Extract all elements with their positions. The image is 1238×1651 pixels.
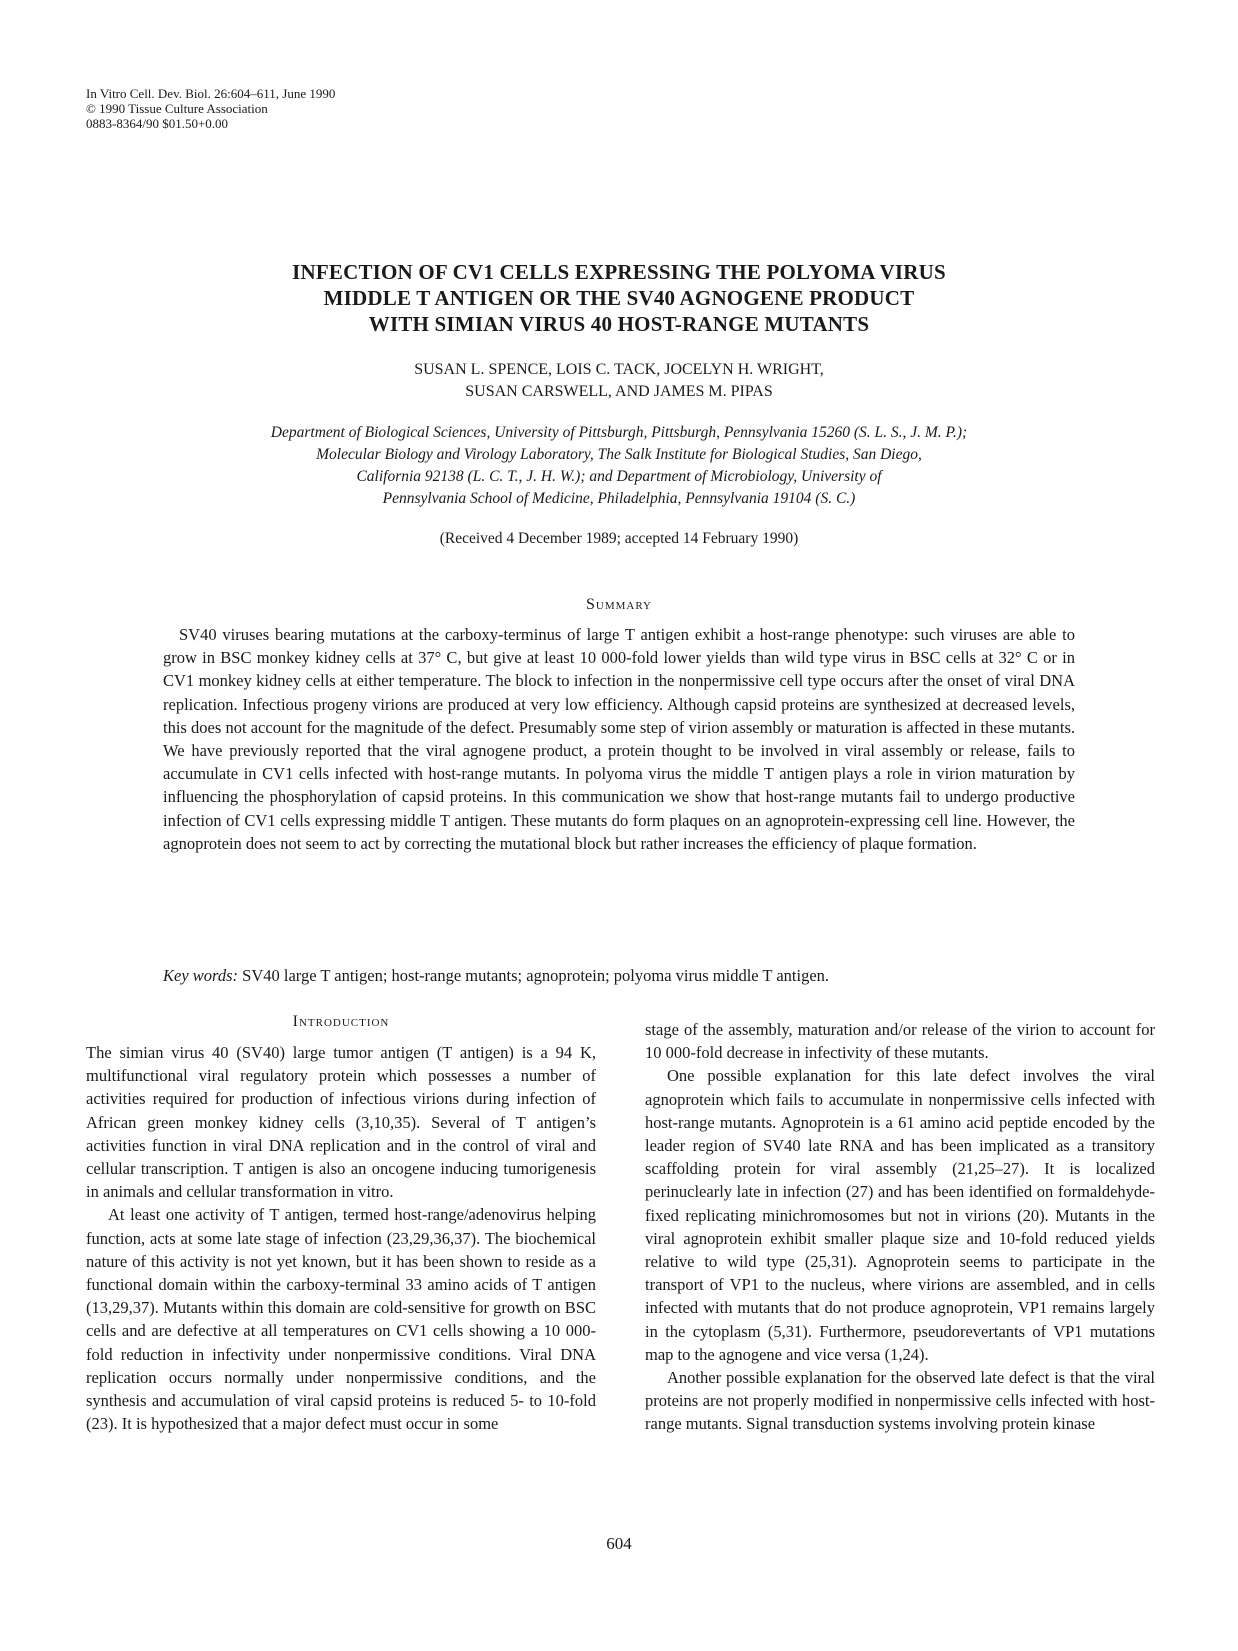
keywords-label: Key words: — [163, 966, 239, 985]
right-column — [645, 1018, 1155, 1436]
article-title — [150, 259, 1088, 337]
page-number: 604 — [606, 1534, 632, 1553]
intro-paragraph: stage of the assembly, maturation and/or release of the virion to account for 10 000-fold decrease in infectivity of these mutants. — [645, 1020, 1155, 1063]
affiliation-line: Department of Biological Sciences, University of Pittsburgh, Pittsburgh, Pennsylvania 15260 (S. L. S., J. M. P.); — [270, 424, 968, 441]
received-dates: (Received 4 December 1989; accepted 14 February 1990) — [439, 530, 799, 547]
left-column — [86, 1041, 596, 1435]
journal-header — [86, 86, 335, 131]
introduction-heading: Introduction — [292, 1013, 390, 1030]
title-line: INFECTION OF CV1 CELLS EXPRESSING THE POLYOMA VIRUS — [292, 260, 946, 284]
author-list — [150, 359, 1088, 403]
intro-paragraph: Another possible explanation for the observed late defect is that the viral proteins are not properly modified in nonpermissive cells infected with host-range mutants. Signal transduction systems involving protein kinase — [645, 1368, 1155, 1434]
keywords — [163, 965, 1075, 987]
intro-paragraph: One possible explanation for this late defect involves the viral agnoprotein which fails to accumulate in nonpermissive cells infected with host-range mutants. Agnoprotein is a 61 amino acid peptide encoded by the leader region of SV40 late RNA and has been implicated as a transitory scaffolding protein for viral assembly (21,25–27). It is localized perinuclearly late in infection (27) and has been identified on formaldehyde-fixed replicating minichromosomes but not in virions (20). Mutants in the viral agnoprotein exhibit smaller plaque size and 10-fold reduced yields relative to wild type (25,31). Agnoprotein seems to participate in the transport of VP1 to the nucleus, where virions are assembled, and in cells infected with mutants that do not produce agnoprotein, VP1 remains largely in the cytoplasm (5,31). Furthermore, pseudorevertants of VP1 mutations map to the agnogene and vice versa (1,24). — [645, 1066, 1155, 1364]
intro-paragraph: The simian virus 40 (SV40) large tumor antigen (T antigen) is a 94 K, multifunctional viral regulatory protein which possesses a number of activities required for production of infectious virions during infection of African green monkey kidney cells (3,10,35). Several of T antigen’s activities function in viral DNA replication and in the control of viral and cellular transcription. T antigen is also an oncogene inducing tumorigenesis in animals and cellular transformation in vitro. — [86, 1043, 596, 1202]
journal-code: 0883-8364/90 $01.50+0.00 — [86, 116, 229, 131]
affiliation-line: Molecular Biology and Virology Laboratory, The Salk Institute for Biological Studies, San Diego, — [316, 446, 922, 463]
keywords-text: SV40 large T antigen; host-range mutants; agnoprotein; polyoma virus middle T antigen. — [238, 966, 830, 985]
journal-copyright: © 1990 Tissue Culture Association — [86, 101, 268, 116]
author-line: SUSAN CARSWELL, AND JAMES M. PIPAS — [465, 383, 773, 400]
summary-abstract — [163, 623, 1075, 855]
intro-paragraph: At least one activity of T antigen, termed host-range/adenovirus helping function, acts at some late stage of infection (23,29,36,37). The biochemical nature of this activity is not yet known, but it has been shown to reside as a functional domain within the carboxy-terminal 33 amino acids of T antigen (13,29,37). Mutants within this domain are cold-sensitive for growth on BSC cells and are defective at all temperatures on CV1 cells showing a 10 000-fold reduction in infectivity under nonpermissive conditions. Viral DNA replication occurs normally under nonpermissive conditions, and the synthesis and accumulation of viral capsid proteins is reduced 5- to 10-fold (23). It is hypothesized that a major defect must occur in some — [86, 1205, 596, 1434]
affiliation-line: Pennsylvania School of Medicine, Philadelphia, Pennsylvania 19104 (S. C.) — [382, 490, 856, 507]
summary-text: SV40 viruses bearing mutations at the carboxy-terminus of large T antigen exhibit a host-range phenotype: such viruses are able to grow in BSC monkey kidney cells at 37° C, but give at least 10 000-fold lower yields than wild type virus in BSC cells at 32° C or in CV1 monkey kidney cells at either temperature. The block to infection in the nonpermissive cell type occurs after the onset of viral DNA replication. Infectious progeny virions are produced at very low efficiency. Although capsid proteins are synthesized at decreased levels, this does not account for the magnitude of the defect. Presumably some step of virion assembly or maturation is affected in these mutants. We have previously reported that the viral agnogene product, a protein thought to be involved in viral assembly or release, fails to accumulate in CV1 cells infected with host-range mutants. In polyoma virus the middle T antigen plays a role in virion maturation by influencing the phosphorylation of capsid proteins. In this communication we show that host-range mutants fail to undergo productive infection of CV1 cells expressing middle T antigen. These mutants do form plaques on an agnoprotein-expressing cell line. However, the agnoprotein does not seem to act by correcting the mutational block but rather increases the efficiency of plaque formation. — [163, 625, 1075, 853]
title-line: MIDDLE T ANTIGEN OR THE SV40 AGNOGENE PRODUCT — [323, 286, 915, 310]
title-line: WITH SIMIAN VIRUS 40 HOST-RANGE MUTANTS — [368, 312, 870, 336]
summary-heading: Summary — [585, 596, 653, 613]
author-line: SUSAN L. SPENCE, LOIS C. TACK, JOCELYN H. WRIGHT, — [414, 361, 824, 378]
affiliation-line: California 92138 (L. C. T., J. H. W.); and Department of Microbiology, University of — [356, 468, 882, 485]
affiliations — [130, 422, 1108, 510]
journal-citation: In Vitro Cell. Dev. Biol. 26:604–611, June 1990 — [86, 86, 336, 101]
